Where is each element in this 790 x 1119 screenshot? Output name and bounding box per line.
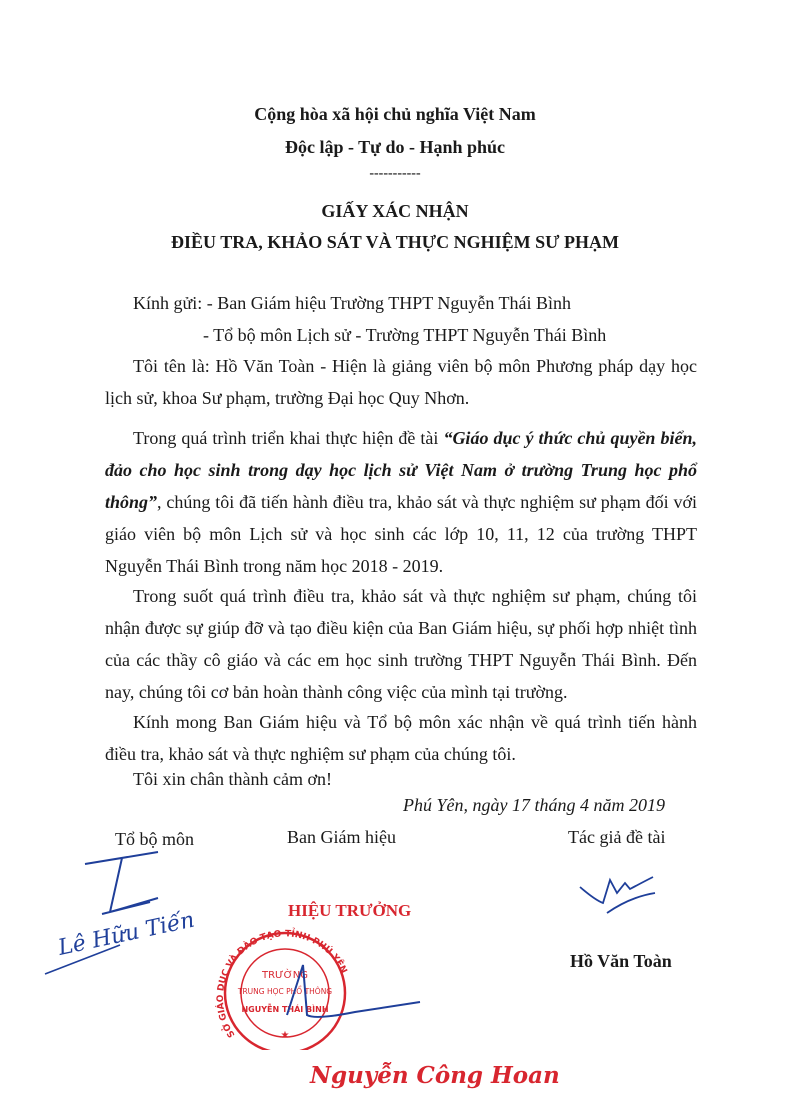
author-signature [575, 875, 675, 925]
document-subtitle: ĐIỀU TRA, KHẢO SÁT VÀ THỰC NGHIỆM SƯ PHẠM [171, 232, 619, 252]
paragraph-closing: Tôi xin chân thành cảm ơn! [133, 769, 332, 789]
dept-signature [40, 850, 240, 980]
paragraph-project [105, 422, 697, 582]
text: , chúng tôi đã tiến hành điều tra, khảo sát và thực nghiệm sư phạm đối với giáo viên bộ môn Lịch sử và học sinh các lớp 10, 11, 12 của trường THPT Nguyễn Thái Bình trong năm học 2018 - 2019. [105, 492, 697, 576]
document-title: GIẤY XÁC NHẬN [321, 201, 469, 221]
author-name: Hồ Văn Toàn [570, 951, 672, 971]
motto-heading: Độc lập - Tự do - Hạnh phúc [284, 137, 506, 157]
recipient-line-1: Kính gửi: - Ban Giám hiệu Trường THPT Nguyễn Thái Bình [133, 293, 572, 313]
separator: ----------- [369, 166, 421, 181]
stamp-line-1: TRƯỜNG [262, 970, 308, 981]
date-line: Phú Yên, ngày 17 tháng 4 năm 2019 [403, 795, 665, 815]
stamp-line-3: NGUYỄN THÁI BÌNH [241, 1005, 329, 1014]
school-stamp [215, 920, 545, 1050]
project-title: “Giáo dục ý thức chủ quyền biển, đảo cho học sinh trong dạy học lịch sử Việt Nam ở trường Trung học phổ thông” [105, 428, 697, 512]
stamp-line-2: TRUNG HỌC PHỔ THÔNG [237, 987, 333, 996]
paragraph-thanks-support: Trong suốt quá trình điều tra, khảo sát và thực nghiệm sư phạm, chúng tôi nhận được sự giúp đỡ và tạo điều kiện của Ban Giám hiệu, sự phối hợp nhiệt tình của các thầy cô giáo và các em học sinh trường THPT Nguyễn Thái Bình. Đến nay, chúng tôi cơ bản hoàn thành công việc của mình tại trường. [105, 586, 697, 702]
author-label: Tác giả đề tài [568, 827, 666, 847]
paragraph-intro: Tôi tên là: Hồ Văn Toàn - Hiện là giảng viên bộ môn Phương pháp dạy học lịch sử, khoa Sư phạm, trường Đại học Quy Nhơn. [105, 356, 697, 408]
principal-title: HIỆU TRƯỞNG [288, 901, 412, 920]
board-label: Ban Giám hiệu [287, 827, 396, 847]
stamp-ring-text: SỞ GIÁO DỤC VÀ ĐÀO TẠO TỈNH PHÚ YÊN [215, 929, 349, 1039]
recipient-line-2: - Tổ bộ môn Lịch sử - Trường THPT Nguyễn Thái Bình [203, 325, 607, 345]
star-icon: ★ [280, 1030, 290, 1041]
principal-name: Nguyễn Công Hoan [310, 1062, 560, 1089]
dept-label: Tổ bộ môn [115, 829, 194, 849]
nation-heading: Cộng hòa xã hội chủ nghĩa Việt Nam [254, 104, 536, 124]
paragraph-request: Kính mong Ban Giám hiệu và Tổ bộ môn xác nhận về quá trình tiến hành điều tra, khảo sát và thực nghiệm sư phạm của chúng tôi. [105, 712, 697, 764]
text: Trong quá trình triển khai thực hiện đề tài [133, 428, 444, 448]
dept-signature-name: Lê Hữu Tiến [56, 907, 197, 961]
